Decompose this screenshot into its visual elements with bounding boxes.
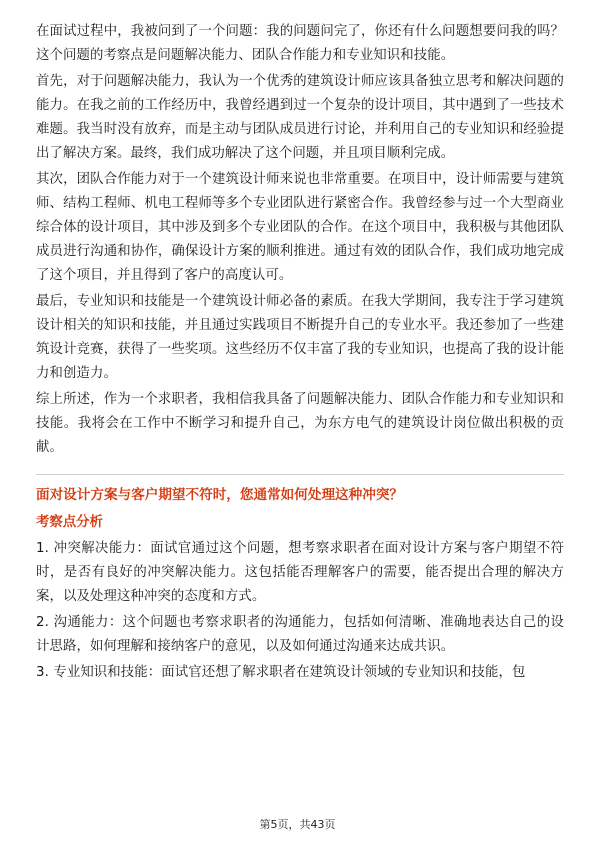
body-paragraph-1: 在面试过程中，我被问到了一个问题：我的问题问完了，你还有什么问题想要问我的吗？这个问题的考察点是问题解决能力、团队合作能力和专业知识和技能。 [36, 24, 564, 63]
question-heading: 面对设计方案与客户期望不符时，您通常如何处理这种冲突？ [36, 487, 404, 503]
body-paragraph-3: 其次，团队合作能力对于一个建筑设计师来说也非常重要。在项目中，设计师需要与建筑师、结构工程师、机电工程师等多个专业团队进行紧密合作。我曾经参与过一个大型商业综合体的设计项目，其中涉及到多个专业团队的合作。在这个项目中，我积极与其他团队成员进行沟通和协作，确保设计方案的顺利推进。通过有效的团队合作，我们成功地完成了这个项目，并且得到了客户的高度认可。 [36, 172, 564, 283]
analysis-point-3: 3. 专业知识和技能：面试官还想了解求职者在建筑设计领域的专业知识和技能，包 [36, 665, 526, 680]
section-divider [36, 474, 564, 475]
analysis-point-1: 1. 冲突解决能力：面试官通过这个问题，想考察求职者在面对设计方案与客户期望不符时，是否有良好的冲突解决能力。这包括能否理解客户的需要，能否提出合理的解决方案，以及处理这种冲突的态度和方式。 [36, 541, 564, 604]
page-number: 第5页，共43页 [259, 818, 336, 831]
document-page [36, 20, 564, 687]
body-paragraph-4: 最后，专业知识和技能是一个建筑设计师必备的素质。在我大学期间，我专注于学习建筑设计相关的知识和技能，并且通过实践项目不断提升自己的专业水平。我还参加了一些建筑设计竞赛，获得了一些奖项。这些经历不仅丰富了我的专业知识，也提高了我的设计能力和创造力。 [36, 294, 564, 381]
analysis-subheading: 考察点分析 [36, 515, 103, 530]
body-paragraph-5: 综上所述，作为一个求职者，我相信我具备了问题解决能力、团队合作能力和专业知识和技能。我将会在工作中不断学习和提升自己，为东方电气的建筑设计岗位做出积极的贡献。 [36, 392, 564, 455]
analysis-point-2: 2. 沟通能力：这个问题也考察求职者的沟通能力，包括如何清晰、准确地表达自己的设计思路，如何理解和接纳客户的意见，以及如何通过沟通来达成共识。 [36, 615, 564, 654]
body-paragraph-2: 首先，对于问题解决能力，我认为一个优秀的建筑设计师应该具备独立思考和解决问题的能力。在我之前的工作经历中，我曾经遇到过一个复杂的设计项目，其中遇到了一些技术难题。我当时没有放弃，而是主动与团队成员进行讨论，并利用自己的专业知识和经验提出了解决方案。最终，我们成功解决了这个问题，并且项目顺利完成。 [36, 74, 564, 161]
